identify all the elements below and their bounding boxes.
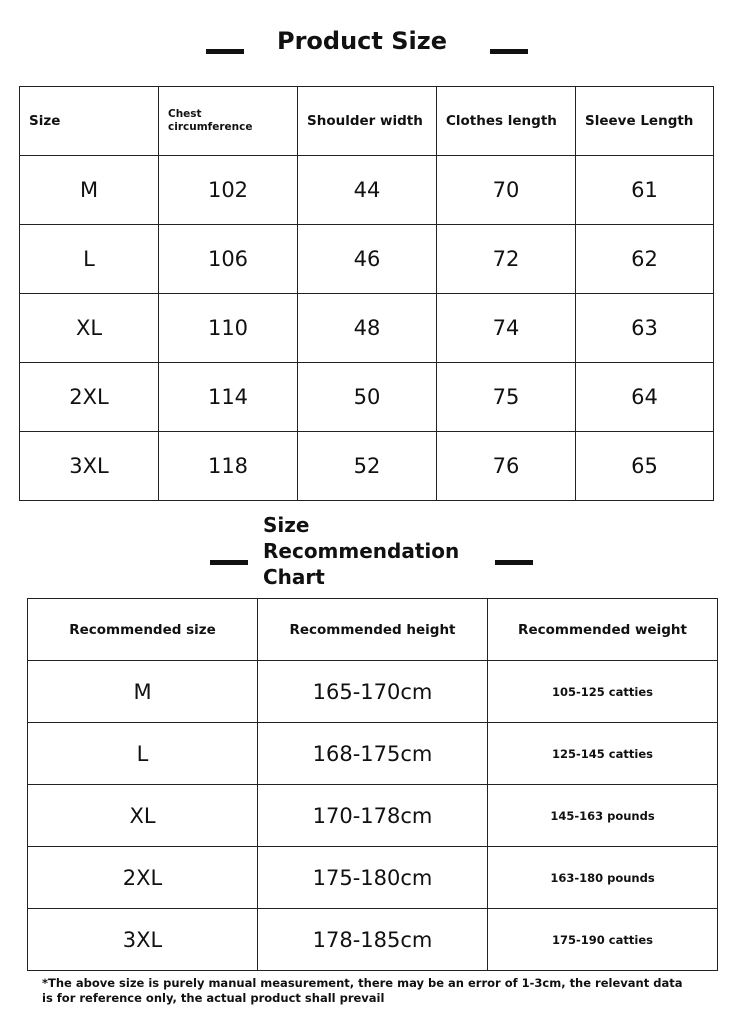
cell-sleeve: 62 bbox=[576, 225, 714, 294]
cell-weight: 125-145 catties bbox=[488, 723, 718, 785]
title-dash-left bbox=[210, 560, 248, 565]
cell-length: 72 bbox=[437, 225, 576, 294]
header-recommended-size: Recommended size bbox=[28, 599, 258, 661]
cell-size: 2XL bbox=[28, 847, 258, 909]
header-sleeve-length: Sleeve Length bbox=[576, 87, 714, 156]
cell-weight: 163-180 pounds bbox=[488, 847, 718, 909]
header-chest-circumference: Chest circumference bbox=[159, 87, 298, 156]
cell-height: 175-180cm bbox=[258, 847, 488, 909]
table-row bbox=[28, 723, 718, 785]
cell-length: 75 bbox=[437, 363, 576, 432]
title-dash-right bbox=[495, 560, 533, 565]
cell-height: 178-185cm bbox=[258, 909, 488, 971]
cell-shoulder: 44 bbox=[298, 156, 437, 225]
cell-chest: 114 bbox=[159, 363, 298, 432]
header-recommended-weight: Recommended weight bbox=[488, 599, 718, 661]
table-row bbox=[28, 785, 718, 847]
cell-chest: 102 bbox=[159, 156, 298, 225]
title-dash-right bbox=[490, 49, 528, 54]
header-clothes-length: Clothes length bbox=[437, 87, 576, 156]
header-shoulder-width: Shoulder width bbox=[298, 87, 437, 156]
product-size-table bbox=[19, 86, 714, 501]
cell-length: 76 bbox=[437, 432, 576, 501]
table-row bbox=[20, 432, 714, 501]
table-row bbox=[28, 909, 718, 971]
cell-sleeve: 63 bbox=[576, 294, 714, 363]
cell-shoulder: 46 bbox=[298, 225, 437, 294]
cell-length: 74 bbox=[437, 294, 576, 363]
cell-shoulder: 50 bbox=[298, 363, 437, 432]
table-row bbox=[28, 847, 718, 909]
cell-length: 70 bbox=[437, 156, 576, 225]
table-header-row bbox=[20, 87, 714, 156]
cell-size: 2XL bbox=[20, 363, 159, 432]
cell-height: 170-178cm bbox=[258, 785, 488, 847]
header-recommended-height: Recommended height bbox=[258, 599, 488, 661]
cell-size: XL bbox=[28, 785, 258, 847]
cell-shoulder: 52 bbox=[298, 432, 437, 501]
cell-weight: 145-163 pounds bbox=[488, 785, 718, 847]
table-row bbox=[20, 363, 714, 432]
cell-sleeve: 64 bbox=[576, 363, 714, 432]
header-size: Size bbox=[20, 87, 159, 156]
cell-chest: 110 bbox=[159, 294, 298, 363]
cell-size: M bbox=[20, 156, 159, 225]
cell-size: M bbox=[28, 661, 258, 723]
table-row bbox=[28, 661, 718, 723]
cell-chest: 106 bbox=[159, 225, 298, 294]
cell-size: XL bbox=[20, 294, 159, 363]
recommendation-chart-title: Size Recommendation Chart bbox=[263, 513, 460, 589]
cell-size: 3XL bbox=[20, 432, 159, 501]
measurement-footnote: *The above size is purely manual measurement, there may be an error of 1-3cm, the relevant data is for reference only, the actual product shall prevail bbox=[42, 976, 683, 1005]
cell-sleeve: 65 bbox=[576, 432, 714, 501]
cell-height: 165-170cm bbox=[258, 661, 488, 723]
table-header-row bbox=[28, 599, 718, 661]
cell-sleeve: 61 bbox=[576, 156, 714, 225]
cell-weight: 175-190 catties bbox=[488, 909, 718, 971]
cell-weight: 105-125 catties bbox=[488, 661, 718, 723]
cell-size: L bbox=[28, 723, 258, 785]
cell-chest: 118 bbox=[159, 432, 298, 501]
cell-size: 3XL bbox=[28, 909, 258, 971]
table-row bbox=[20, 225, 714, 294]
table-row bbox=[20, 156, 714, 225]
table-row bbox=[20, 294, 714, 363]
cell-size: L bbox=[20, 225, 159, 294]
size-recommendation-table bbox=[27, 598, 718, 971]
cell-height: 168-175cm bbox=[258, 723, 488, 785]
product-size-title: Product Size bbox=[277, 27, 447, 55]
cell-shoulder: 48 bbox=[298, 294, 437, 363]
